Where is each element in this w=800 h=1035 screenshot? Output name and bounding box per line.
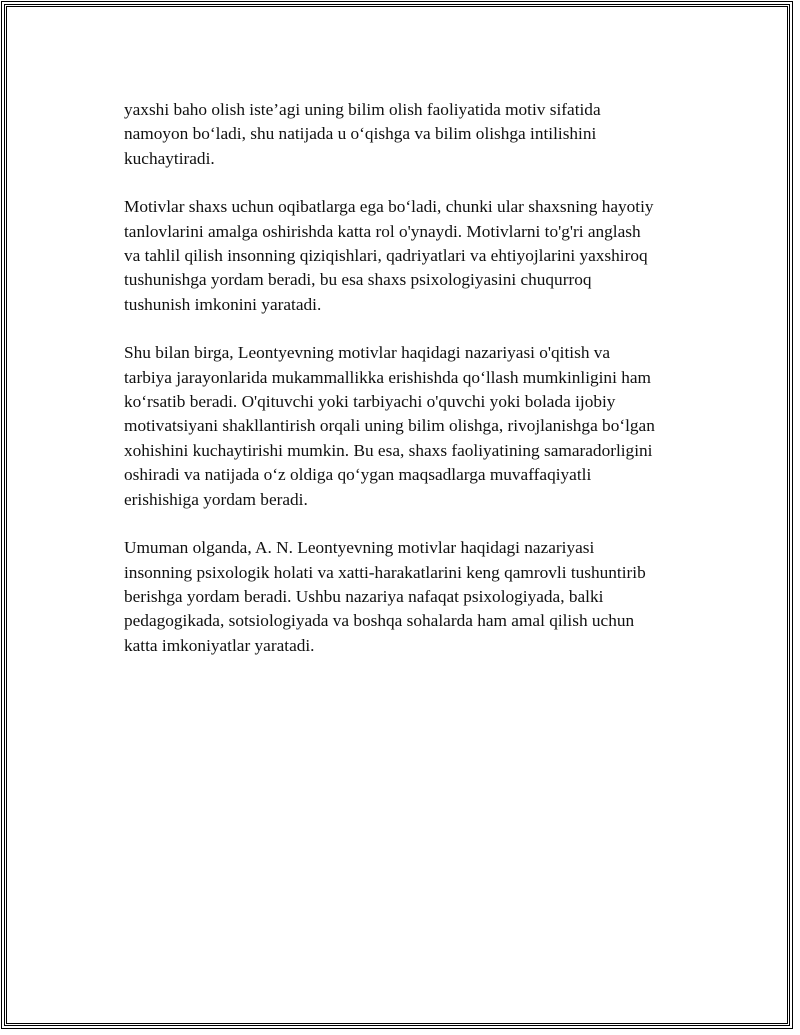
paragraph-3 [124, 341, 689, 512]
text-line: erishishiga yordam beradi. [124, 489, 308, 509]
text-line: tanlovlarini amalga oshirishda katta rol o'ynaydi. Motivlarni to'g'ri anglash [124, 221, 641, 241]
text-line: va tahlil qilish insonning qiziqishlari, qadriyatlari va ehtiyojlarini yaxshiroq [124, 246, 648, 266]
text-line: ko‘rsatib beradi. O'qituvchi yoki tarbiyachi o'quvchi yoki bolada ijobiy [124, 392, 616, 412]
text-line: berishga yordam beradi. Ushbu nazariya nafaqat psixologiyada, balki [124, 586, 604, 606]
text-line: tarbiya jarayonlarida mukammallikka erishishda qo‘llash mumkinligini ham [124, 367, 651, 387]
text-line: oshiradi va natijada o‘z oldiga qo‘ygan maqsadlarga muvaffaqiyatli [124, 465, 592, 485]
text-line: yaxshi baho olish iste’agi uning bilim olish faoliyatida motiv sifatida [124, 100, 601, 119]
text-line: katta imkoniyatlar yaratadi. [124, 635, 315, 655]
text-line: motivatsiyani shakllantirish orqali uning bilim olishga, rivojlanishga bo‘lgan [124, 416, 655, 436]
paragraph-2 [124, 195, 689, 317]
text-line: xohishini kuchaytirishi mumkin. Bu esa, shaxs faoliyatining samaradorligini [124, 440, 653, 460]
paragraph-4 [124, 536, 689, 658]
text-line: kuchaytiradi. [124, 148, 215, 168]
text-line: Umuman olganda, A. N. Leontyevning motivlar haqidagi nazariyasi [124, 538, 595, 558]
text-line: pedagogikada, sotsiologiyada va boshqa sohalarda ham amal qilish uchun [124, 611, 635, 631]
text-line: Motivlar shaxs uchun oqibatlarga ega bo‘ladi, chunki ular shaxsning hayotiy [124, 197, 654, 217]
text-line: insonning psixologik holati va xatti-harakatlarini keng qamrovli tushuntirib [124, 562, 646, 582]
document-body [124, 98, 689, 682]
text-line: Shu bilan birga, Leontyevning motivlar haqidagi nazariyasi o'qitish va [124, 343, 611, 363]
text-line: tushunishga yordam beradi, bu esa shaxs psixologiyasini chuqurroq [124, 270, 592, 290]
text-line: tushunish imkonini yaratadi. [124, 294, 322, 314]
paragraph-1 [124, 98, 689, 171]
page-frame [4, 4, 790, 1026]
text-line: namoyon bo‘ladi, shu natijada u o‘qishga va bilim olishga intilishini [124, 124, 597, 144]
